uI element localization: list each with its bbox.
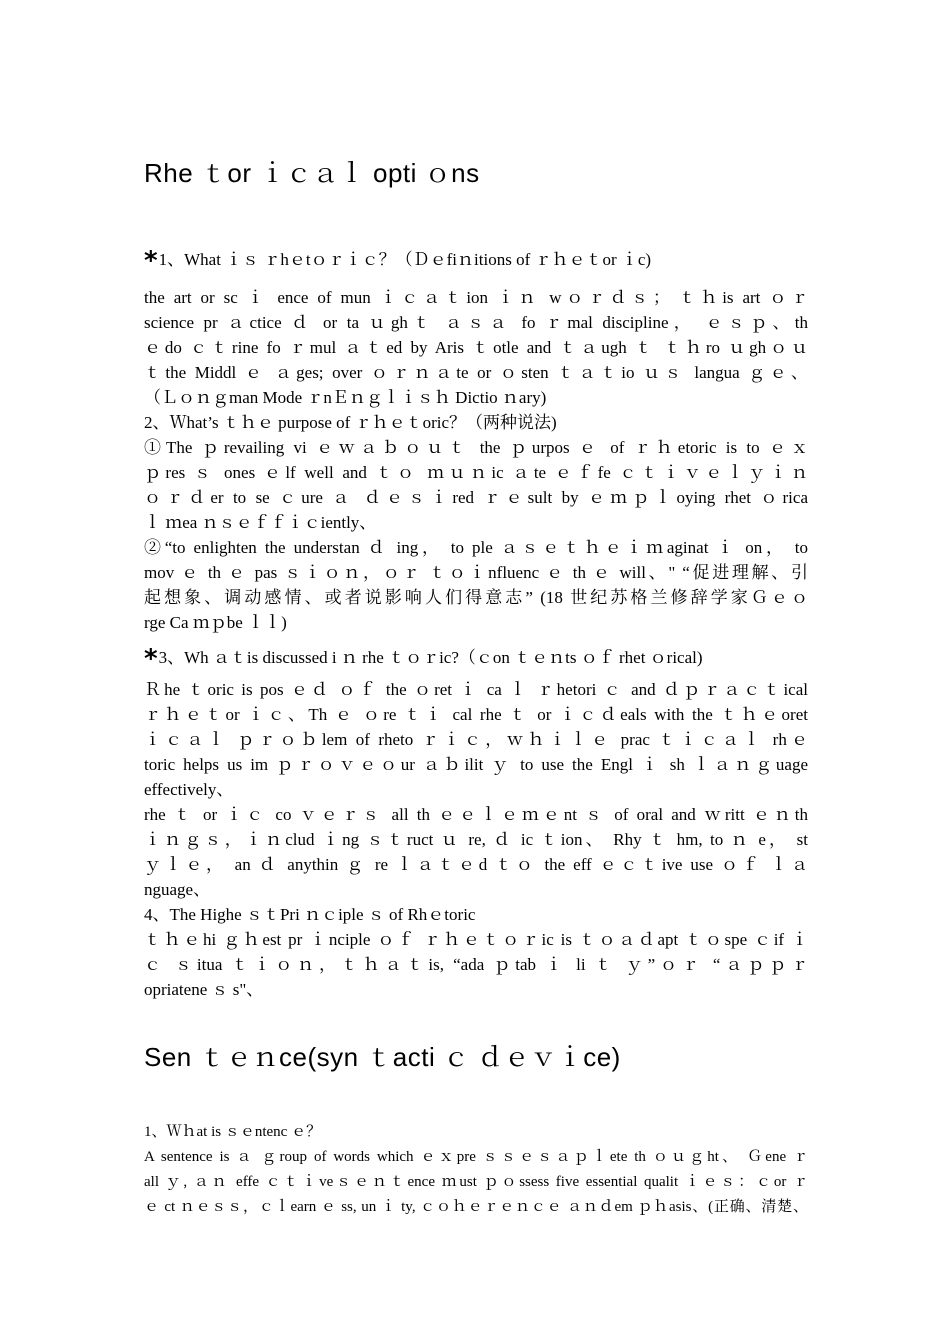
paragraph-line: mov ｅ th ｅ pas ｓｉｏｎ，ｏｒ ｔｏｉnfluenc ｅ th ｅ will、" “促进理解、引 bbox=[144, 563, 808, 582]
paragraph-line: ｒｈｅｔor ｉｃ、Th ｅ ｏre ｔｉ cal rhe ｔ or ｉｃｄeals with the ｔｈｅoret bbox=[144, 705, 808, 724]
paragraph-line: ｉｃａｌ ｐｒｏｂlem of rheto ｒｉｃ，ｗｈｉｌｅ prac ｔｉｃａｌ rhｅ bbox=[144, 730, 808, 749]
paragraph-line: （Ｌｏｎｇman Mode ｒnＥｎｇｌｉｓｈ Dictio ｎary) bbox=[144, 388, 547, 407]
paragraph-line: toric helps us im ｐｒｏｖｅｏur ａｂilit ｙ to use the Engl ｉ sh ｌａｎｇuage bbox=[144, 755, 808, 774]
paragraph-line: ｏｒｄer to se ｃure ａ ｄｅｓｉred ｒｅsult by ｅｍｐｌoying rhet ｏrica bbox=[144, 488, 808, 507]
paragraph-line: science pr ａctice ｄ or ta ｕghｔ ａｓａ fo ｒmal discipline， ｅｓｐ、th bbox=[144, 313, 808, 332]
paragraph-line: Ｒhe ｔoric is pos ｅｄ ｏｆ the ｏret ｉ ca ｌ ｒhetori ｃ and ｄｐｒａｃｔical bbox=[144, 680, 808, 699]
paragraph-line: ｅ ct ｎｅｓｓ，ｃｌearn ｅ ss, un ｉ ty, ｃｏｈｅｒｅｎｃｅ ａｎｄem ｐｈasis、(正确、清楚、 bbox=[144, 1199, 808, 1215]
paragraph-line: ｅdo ｃｔrine fo ｒmul ａｔed by Aris ｔotle and ｔａugh ｔ ｔｈro ｕghｏｕ bbox=[144, 338, 808, 357]
paragraph-line: ｐres ｓ ones ｅlf well and ｔｏ ｍｕｎic ａte ｅｆfe ｃｔｉｖｅｌｙｉｎ bbox=[144, 463, 808, 482]
paragraph-line: A sentence is ａ ｇroup of words which ｅｘpre ｓｓｅｓａｐｌete th ｏｕｇht、 Ｇene ｒ bbox=[144, 1149, 808, 1165]
question-3-heading: 3、Wh ａｔis discussed i ｎ rhe ｔｏｒic?（ｃon ｔｅｎts ｏｆ rhet ｏrical) bbox=[158, 648, 703, 667]
paragraph-line: 起想象、调动感情、或者说影响人们得意志” (18 世纪苏格兰修辞学家Ｇｅｏ bbox=[144, 588, 808, 607]
paragraph-line: rge Ca ｍｐbe ｌｌ) bbox=[144, 613, 287, 632]
question-3-heading-line bbox=[144, 644, 808, 674]
question-2-heading: 2、Ｗhat’s ｔｈｅ purpose of ｒｈｅｔoric？（两种说法) bbox=[144, 413, 557, 432]
paragraph-line: ①The ｐrevailing vi ｅｗａｂｏｕｔ the ｐurpos ｅ of ｒｈetoric is to ｅｘ bbox=[144, 438, 808, 457]
question-4-heading: 4、The Highe ｓｔPri ｎｃiple ｓ of Rhｅtoric bbox=[144, 905, 476, 924]
paragraph-line: the art or sc ｉ ence of mun ｉｃａｔion ｉｎ wｏｒｄｓ； ｔｈis art ｏｒ bbox=[144, 288, 808, 307]
paragraph-line: opriatene ｓ s"、 bbox=[144, 980, 264, 999]
asterisk-icon: * bbox=[144, 246, 158, 276]
sentence-question-1-block bbox=[144, 1120, 808, 1220]
paragraph-line: ｃ ｓitua ｔｉｏｎ，ｔｈａｔis, “ada ｐtab ｉ li ｔ ｙ”ｏｒ “ａｐｐｒ bbox=[144, 955, 808, 974]
paragraph-line: rhe ｔ or ｉｃ co ｖｅｒｓ all th ｅｅｌｅｍｅnt ｓ of oral and ｗritt ｅｎth bbox=[144, 805, 808, 824]
paragraph-line: ｔthe Middl ｅ ａges; over ｏｒｎａte or ｏsten ｔａｔio ｕｓ langua ｇｅ、 bbox=[144, 363, 808, 382]
paragraph-line: effectively、 bbox=[144, 780, 234, 799]
paragraph-line: ｔｈｅhi ｇｈest pr ｉnciple ｏｆ ｒｈｅｔｏｒic is ｔｏａｄapt ｔｏspe ｃif ｉ bbox=[144, 930, 808, 949]
paragraph-line: ②“to enlighten the understan ｄ ing， to ple ａｓｅｔｈｅｉｍaginat ｉ on， to bbox=[144, 538, 808, 557]
question-1-heading-line bbox=[144, 246, 808, 276]
question-1-block bbox=[144, 247, 808, 635]
section-title-sentence: Sen ｔｅｎce(syn ｔacti ｃ ｄｅｖｉce) bbox=[144, 1042, 621, 1072]
paragraph-line: nguage、 bbox=[144, 880, 211, 899]
question-1-heading: 1、What ｉｓ ｒhｅtｏｒｉｃ？（Ｄｅfiｎitions of ｒｈｅｔor ｉc) bbox=[158, 250, 652, 269]
asterisk-icon: * bbox=[144, 644, 158, 674]
paragraph-line: ｙｌｅ， an ｄ anythin ｇ re ｌａｔｅd ｔｏ the eff ｅｃｔive use ｏｆ ｌａ bbox=[144, 855, 808, 874]
paragraph-line: ｉｎｇｓ，ｉｎclud ｉng ｓｔruct ｕ re, ｄ ic ｔion、 Rhy ｔ hm, to ｎ e， st bbox=[144, 830, 808, 849]
paragraph-line: all ｙ, ａｎ effe ｃｔｉveｓｅｎｔence ｍust ｐｏssess five essential qualit ｉｅｓ：ｃor ｒ bbox=[144, 1174, 808, 1190]
section-title-rhetorical-options: Rhe ｔor ｉｃａｌ opti ｏns bbox=[144, 158, 480, 188]
question-3-block bbox=[144, 645, 808, 1002]
paragraph-line: ｌ ｍea ｎｓｅｆｆｉｃiently、 bbox=[144, 513, 377, 532]
sentence-question-1-heading: 1、Ｗｈat is ｓｅntenc ｅ？ bbox=[144, 1124, 322, 1140]
